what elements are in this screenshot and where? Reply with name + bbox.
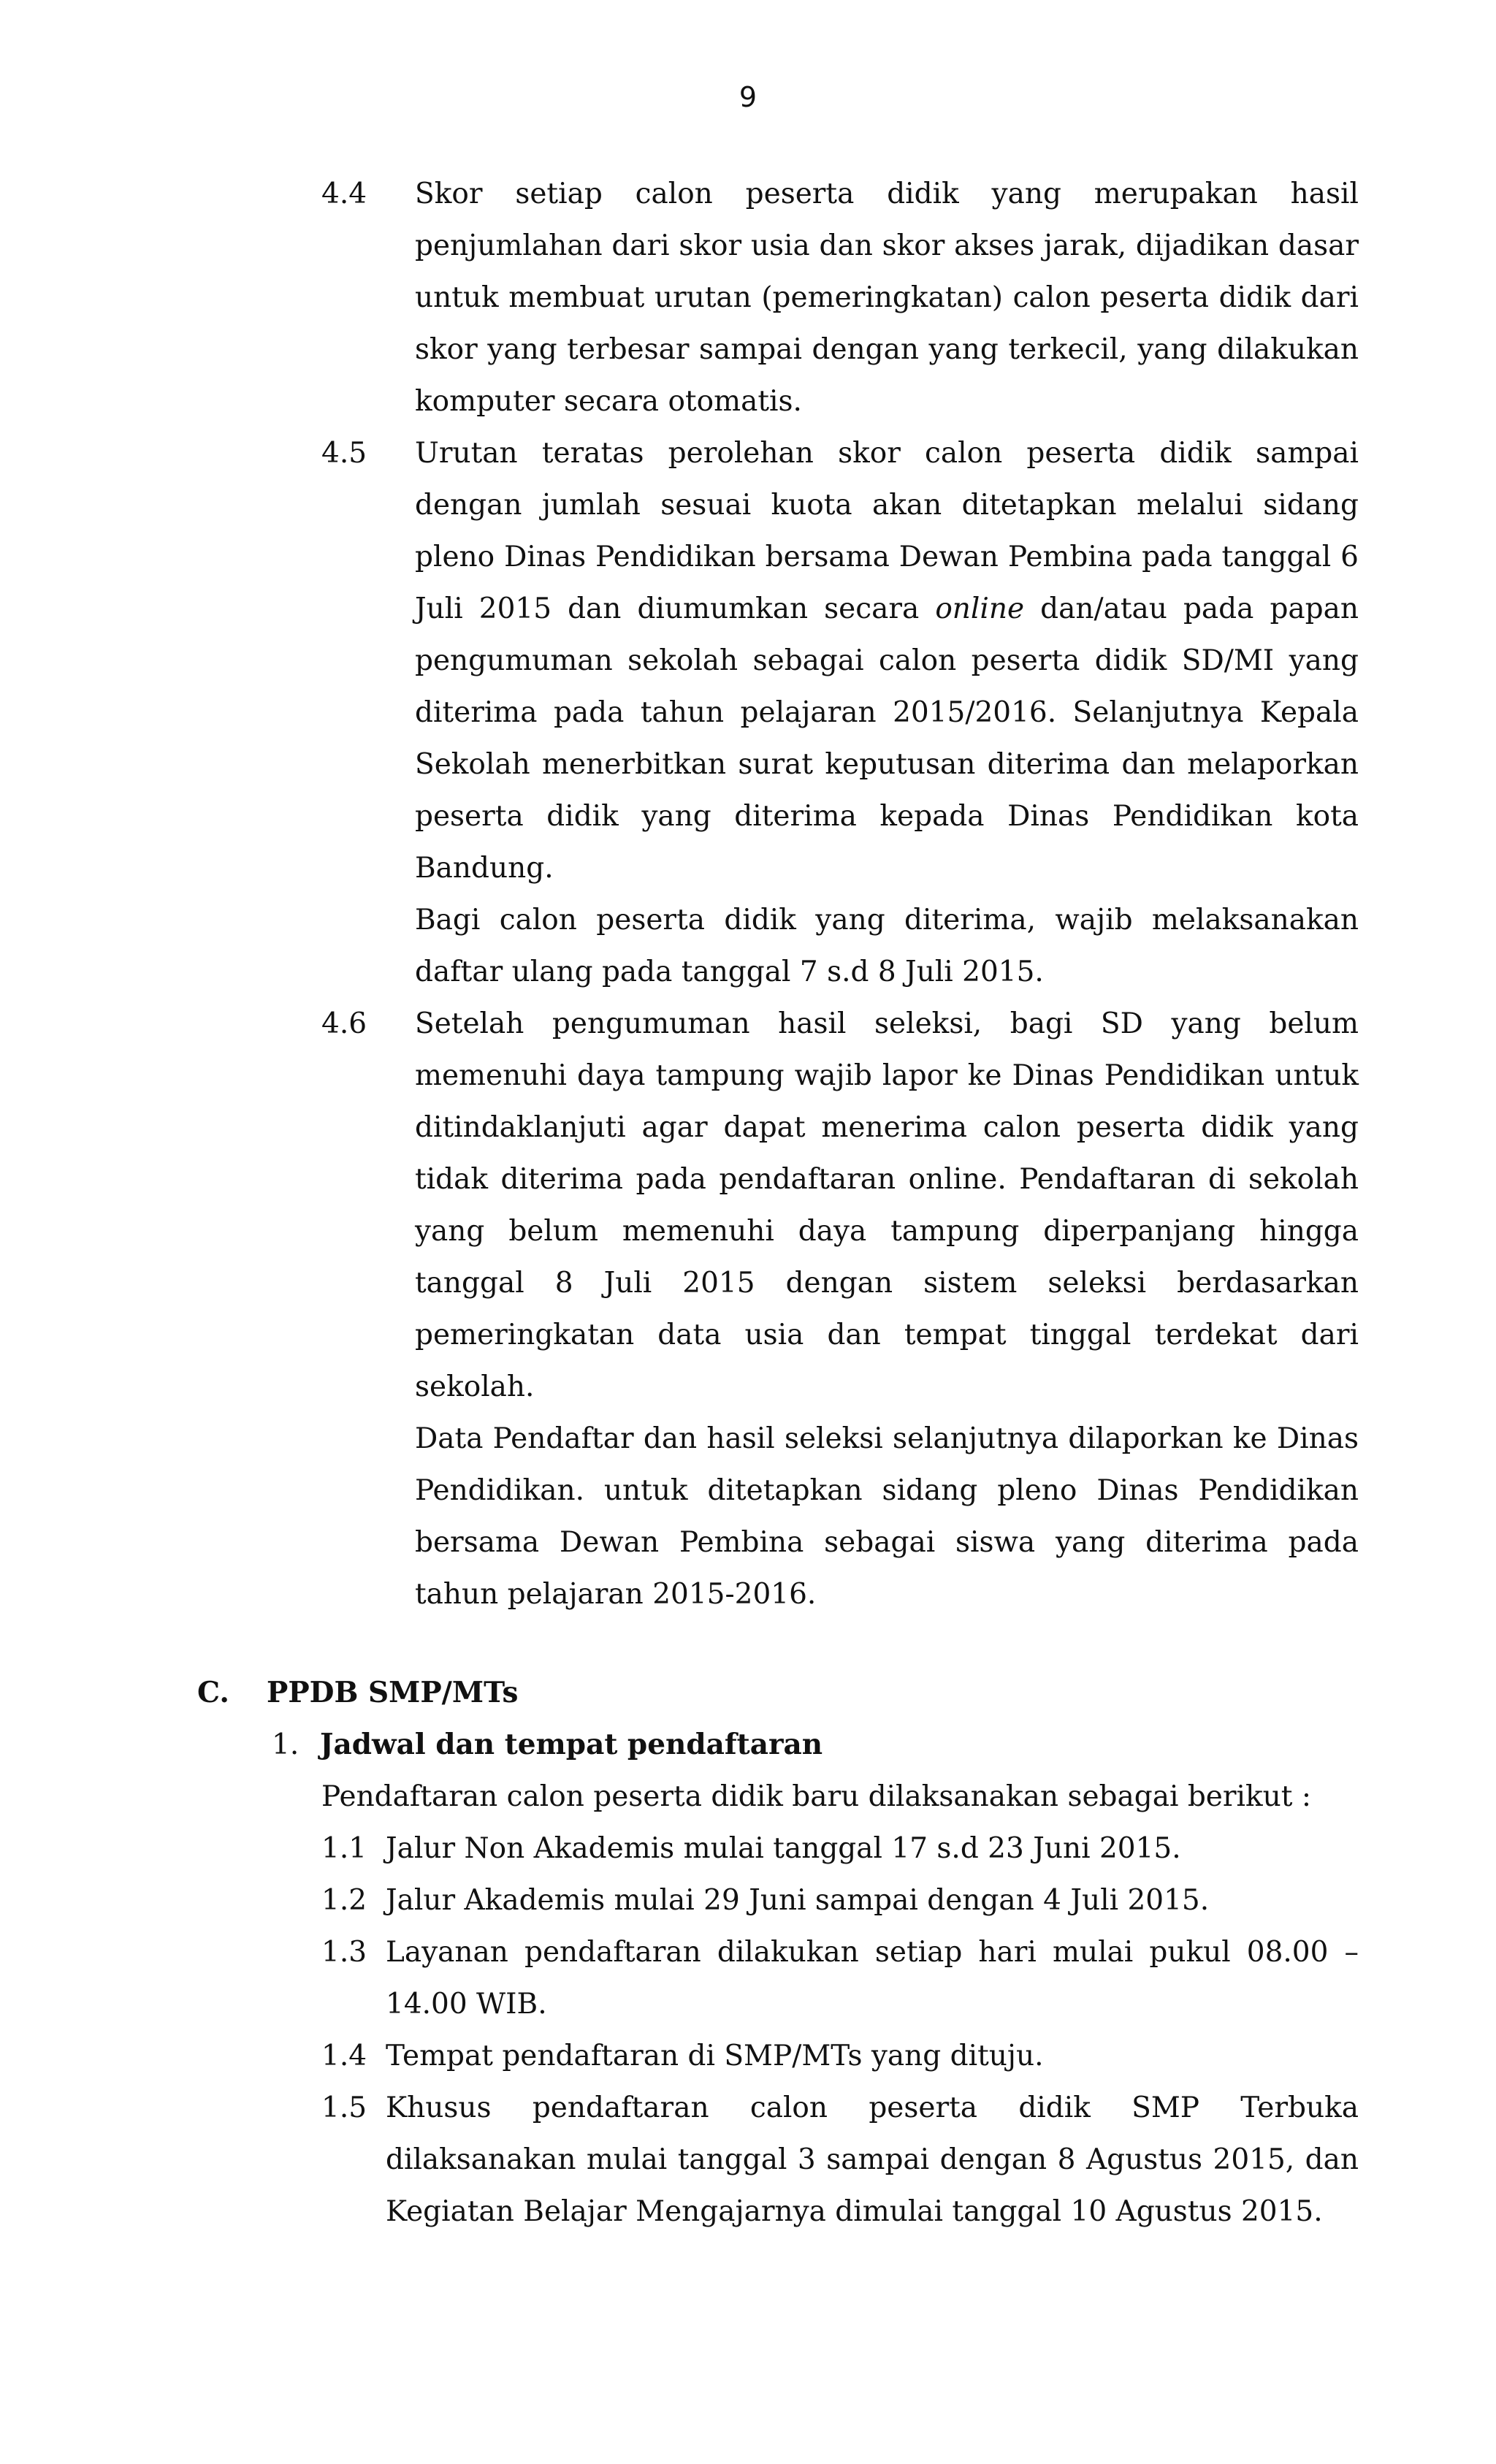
list-item (321, 2030, 1359, 2082)
subsection-number: 1. (272, 1728, 299, 1761)
list-item-4-5 (321, 427, 1359, 998)
list-item (321, 1823, 1359, 1874)
list-item (321, 1874, 1359, 1926)
item-paragraph (415, 427, 1359, 894)
list-item-number: 1.5 (321, 2091, 367, 2124)
list-item (321, 1926, 1359, 2030)
item-paragraph: Setelah pengumuman hasil seleksi, bagi SD yang belum memenuhi daya tampung wajib lapor ke Dinas Pendidikan untuk ditindaklanjuti agar dapat menerima calon peserta didik yang tidak diterima pada pendaftaran online. Pendaftaran di sekolah yang belum memenuhi daya tampung diperpanjang hingga tanggal 8 Juli 2015 dengan sistem seleksi berdasarkan pemeringkatan data usia dan tempat tinggal terdekat dari sekolah. (415, 1007, 1359, 1403)
list-item-4-6 (321, 998, 1359, 1620)
item-number: 4.5 (321, 437, 367, 470)
list-item-number: 1.1 (321, 1832, 367, 1865)
list-item (321, 2082, 1359, 2238)
item-number: 4.6 (321, 1007, 367, 1040)
list-item-text: Jalur Non Akademis mulai tanggal 17 s.d 23 Juni 2015. (386, 1832, 1181, 1865)
subsection-heading (272, 1719, 823, 1771)
list-item-number: 1.2 (321, 1884, 367, 1917)
subsection-intro: Pendaftaran calon peserta didik baru dilaksanakan sebagai berikut : (321, 1780, 1311, 1813)
item-number: 4.4 (321, 178, 367, 210)
section-letter: C. (197, 1676, 229, 1709)
item-paragraph: Bagi calon peserta didik yang diterima, wajib melaksanakan daftar ulang pada tanggal 7 s.d 8 Juli 2015. (415, 904, 1359, 988)
page-number: 9 (739, 81, 757, 113)
list-item-text: Khusus pendaftaran calon peserta didik SMP Terbuka dilaksanakan mulai tanggal 3 sampai dengan 8 Agustus 2015, dan Kegiatan Belajar Mengajarnya dimulai tanggal 10 Agustus 2015. (386, 2091, 1359, 2228)
list-item-4-4 (321, 168, 1359, 427)
italic-word: online (935, 592, 1025, 625)
section-heading (197, 1667, 519, 1719)
list-item-text: Layanan pendaftaran dilakukan setiap hari mulai pukul 08.00 – 14.00 WIB. (386, 1936, 1359, 2021)
paragraph-text: Urutan teratas perolehan skor calon peserta didik sampai dengan jumlah sesuai kuota akan ditetapkan melalui sidang pleno Dinas Pendidikan bersama Dewan Pembina pada tanggal 6 Juli 2015 dan diumumkan secara (415, 437, 1359, 625)
item-paragraph: Skor setiap calon peserta didik yang merupakan hasil penjumlahan dari skor usia dan skor akses jarak, dijadikan dasar untuk membuat urutan (pemeringkatan) calon peserta didik dari skor yang terbesar sampai dengan yang terkecil, yang dilakukan komputer secara otomatis. (415, 178, 1359, 418)
list-item-number: 1.4 (321, 2040, 367, 2072)
list-item-text: Jalur Akademis mulai 29 Juni sampai dengan 4 Juli 2015. (386, 1884, 1210, 1917)
list-item-text: Tempat pendaftaran di SMP/MTs yang dituju. (386, 2040, 1044, 2072)
section-title: PPDB SMP/MTs (267, 1676, 519, 1709)
schedule-list (321, 1823, 1359, 2238)
item-paragraph: Data Pendaftar dan hasil seleksi selanjutnya dilaporkan ke Dinas Pendidikan. untuk ditetapkan sidang pleno Dinas Pendidikan bersama Dewan Pembina sebagai siswa yang diterima pada tahun pelajaran 2015-2016. (415, 1422, 1359, 1611)
list-item-number: 1.3 (321, 1936, 367, 1969)
subsection-title: Jadwal dan tempat pendaftaran (320, 1728, 823, 1761)
paragraph-text: dan/atau pada papan pengumuman sekolah sebagai calon peserta didik SD/MI yang diterima pada tahun pelajaran 2015/2016. Selanjutnya Kepala Sekolah menerbitkan surat keputusan diterima dan melaporkan peserta didik yang diterima kepada Dinas Pendidikan kota Bandung. (415, 592, 1359, 885)
